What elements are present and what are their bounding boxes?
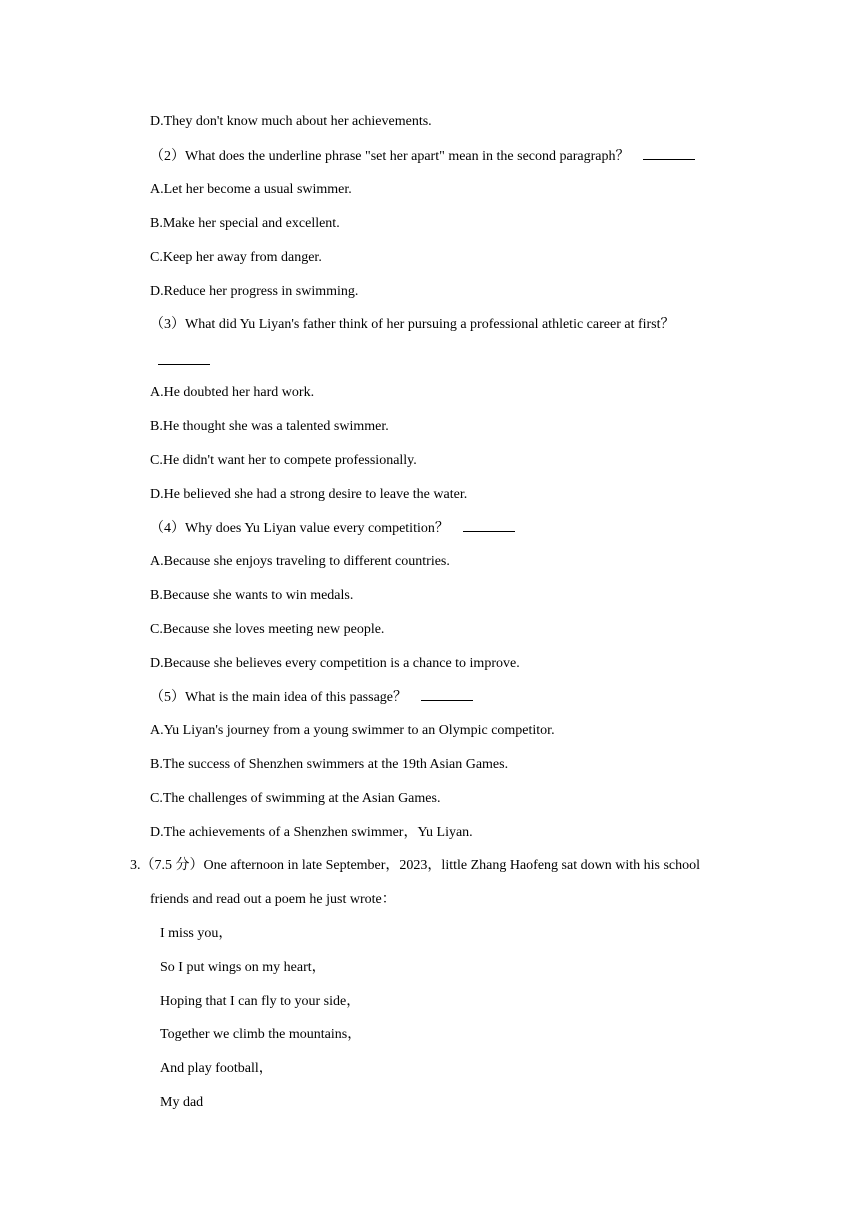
q4-option-c: C.Because she loves meeting new people. <box>150 622 385 637</box>
q2-option-b: B.Make her special and excellent. <box>150 216 340 231</box>
q1-option-d: D.They don't know much about her achievements. <box>150 114 432 129</box>
section3-number: 3. <box>130 858 141 873</box>
q3-option-b: B.He thought she was a talented swimmer. <box>150 419 389 434</box>
q2-option-c: C.Keep her away from danger. <box>150 250 322 265</box>
poem-line: My dad <box>160 1095 204 1110</box>
section3-intro-line2: friends and read out a poem he just wrote： <box>150 892 396 907</box>
q4-stem-text: （4）Why does Yu Liyan value every competition？ <box>150 521 449 536</box>
q3-option-c: C.He didn't want her to compete professionally. <box>150 453 417 468</box>
q3-stem: （3）What did Yu Liyan's father think of her pursuing a professional athletic career at first？ <box>150 317 675 332</box>
q3-option-a: A.He doubted her hard work. <box>150 385 315 400</box>
q5-option-d: D.The achievements of a Shenzhen swimmer，Yu Liyan. <box>150 825 473 840</box>
q5-option-a: A.Yu Liyan's journey from a young swimmer to an Olympic competitor. <box>150 723 555 738</box>
q4-stem <box>150 519 515 538</box>
section3-header <box>130 857 700 875</box>
q3-option-d: D.He believed she had a strong desire to leave the water. <box>150 487 468 502</box>
q4-option-a: A.Because she enjoys traveling to different countries. <box>150 554 450 569</box>
poem-line: Hoping that I can fly to your side， <box>160 994 361 1009</box>
q5-stem-text: （5）What is the main idea of this passage？ <box>150 690 407 705</box>
q4-option-b: B.Because she wants to win medals. <box>150 588 354 603</box>
poem-line: So I put wings on my heart， <box>160 960 326 975</box>
q2-stem-text: （2）What does the underline phrase "set her apart" mean in the second paragraph？ <box>150 149 630 164</box>
poem-line: And play football， <box>160 1061 273 1076</box>
q5-option-c: C.The challenges of swimming at the Asian Games. <box>150 791 441 806</box>
q5-answer-blank[interactable] <box>421 688 473 701</box>
q5-stem <box>150 688 473 707</box>
q2-stem <box>150 147 695 166</box>
section3-points: （7.5 分） <box>140 858 204 873</box>
poem-line: Together we climb the mountains， <box>160 1027 362 1042</box>
q2-option-a: A.Let her become a usual swimmer. <box>150 182 352 197</box>
q5-option-b: B.The success of Shenzhen swimmers at the 19th Asian Games. <box>150 757 509 772</box>
q3-answer-blank[interactable] <box>158 363 210 365</box>
q4-answer-blank[interactable] <box>463 519 515 532</box>
q2-answer-blank[interactable] <box>643 147 695 160</box>
q4-option-d: D.Because she believes every competition is a chance to improve. <box>150 656 520 671</box>
q2-option-d: D.Reduce her progress in swimming. <box>150 284 359 299</box>
poem-line: I miss you， <box>160 926 233 941</box>
section3-intro-line1: One afternoon in late September，2023，little Zhang Haofeng sat down with his school <box>203 858 701 873</box>
